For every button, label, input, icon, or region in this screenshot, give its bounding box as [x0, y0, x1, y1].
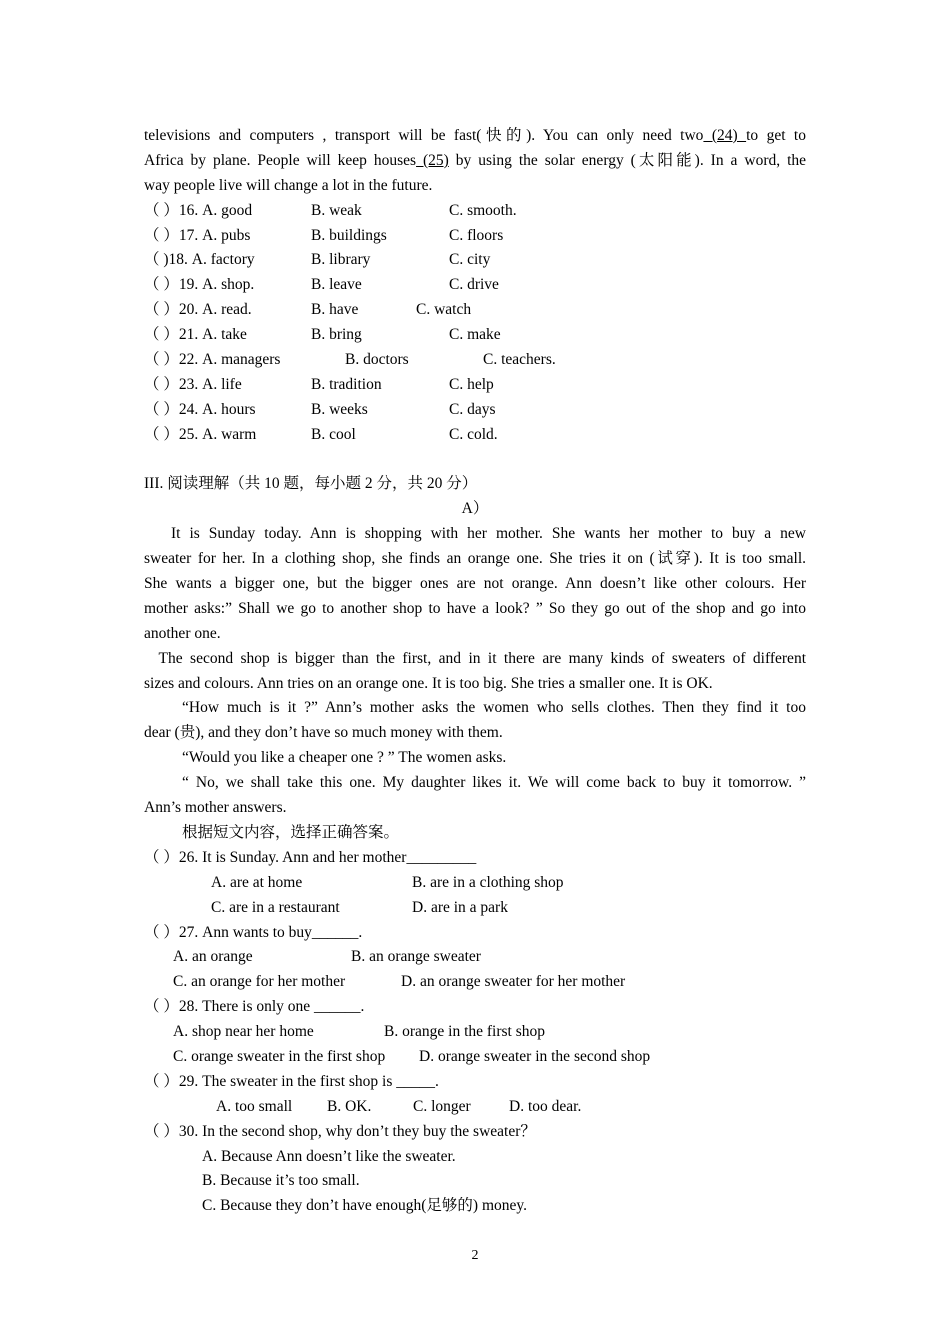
question-options: C. orange sweater in the first shop D. orange sweater in the second shop — [173, 1047, 651, 1065]
reading-line: sweater for her. In a clothing shop, she finds an orange one. She tries it on (试穿). It is too small. — [144, 550, 806, 568]
instruction: 根据短文内容，选择正确答案。 — [182, 823, 400, 841]
page-content — [144, 124, 806, 1219]
question-options: A. too small B. OK. C. longer D. too dear. — [216, 1097, 582, 1115]
blank-24: (24) — [703, 127, 747, 144]
page-number: 2 — [471, 1248, 479, 1263]
spacer — [144, 448, 806, 473]
reading-line: dear (贵), and they don’t have so much money with them. — [144, 724, 503, 742]
question-options: A. are at home B. are in a clothing shop — [211, 873, 564, 891]
question-options: C. an orange for her mother D. an orange sweater for her mother — [173, 973, 626, 991]
cloze-question: （ ）25. A. warm B. cool C. cold. — [144, 425, 498, 443]
reading-line: She wants a bigger one, but the bigger ones are not orange. Ann doesn’t like other colours. Her — [144, 575, 806, 593]
reading-line: “How much is it ?” Ann’s mother asks the women who sells clothes. Then they find it too — [182, 699, 806, 717]
cloze-question: （ ）16. A. good B. weak C. smooth. — [144, 201, 517, 219]
passage-line: Africa by plane. People will keep houses (25) by using the solar energy (太阳能). In a word, the — [144, 151, 806, 169]
reading-line: sizes and colours. Ann tries on an orange one. It is too big. She tries a smaller one. It is OK. — [144, 674, 713, 692]
reading-line: another one. — [144, 624, 221, 642]
section-heading: III. 阅读理解（共 10 题，每小题 2 分，共 20 分） — [144, 475, 478, 493]
reading-line: “Would you like a cheaper one ? ” The women asks. — [182, 749, 507, 767]
question-option: B. Because it’s too small. — [202, 1172, 360, 1190]
question-28: （ ）28. There is only one ______. — [144, 998, 365, 1016]
question-options: C. are in a restaurant D. are in a park — [211, 898, 508, 916]
cloze-question: （ ）21. A. take B. bring C. make — [144, 326, 501, 344]
blank-25: (25) — [416, 151, 449, 169]
passage-line: way people live will change a lot in the future. — [144, 176, 433, 194]
section-subheading: A） — [461, 500, 489, 518]
cloze-question: （ )18. A. factory B. library C. city — [144, 251, 491, 269]
cloze-question: （ ）22. A. managers B. doctors C. teachers. — [144, 351, 556, 369]
cloze-question: （ ）20. A. read. B. have C. watch — [144, 301, 472, 319]
question-options: A. an orange B. an orange sweater — [173, 948, 481, 966]
question-26: （ ）26. It is Sunday. Ann and her mother_________ — [144, 848, 477, 866]
passage-line: televisions and computers , transport will be fast(快的). You can only need two (24) to get to — [144, 127, 806, 144]
reading-line: Ann’s mother answers. — [144, 799, 287, 817]
question-27: （ ）27. Ann wants to buy______. — [144, 923, 363, 941]
cloze-question: （ ）19. A. shop. B. leave C. drive — [144, 276, 499, 294]
question-30: （ ）30. In the second shop, why don’t they buy the sweater？ — [144, 1122, 536, 1140]
cloze-question: （ ）23. A. life B. tradition C. help — [144, 375, 494, 393]
reading-line: “ No, we shall take this one. My daughter likes it. We will come back to buy it tomorrow. ” — [182, 774, 806, 792]
cloze-question: （ ）17. A. pubs B. buildings C. floors — [144, 226, 504, 244]
reading-line: The second shop is bigger than the first, and in it there are many kinds of sweaters of different — [144, 649, 806, 667]
cloze-question: （ ）24. A. hours B. weeks C. days — [144, 400, 496, 418]
reading-line: mother asks:” Shall we go to another shop to have a look? ” So they go out of the shop and go into — [144, 599, 806, 617]
question-options: A. shop near her home B. orange in the first shop — [173, 1023, 546, 1041]
question-option: C. Because they don’t have enough(足够的) money. — [202, 1197, 527, 1215]
question-29: （ ）29. The sweater in the first shop is _____. — [144, 1072, 439, 1090]
question-option: A. Because Ann doesn’t like the sweater. — [202, 1147, 456, 1165]
reading-line: It is Sunday today. Ann is shopping with her mother. She wants her mother to buy a new — [144, 525, 806, 543]
